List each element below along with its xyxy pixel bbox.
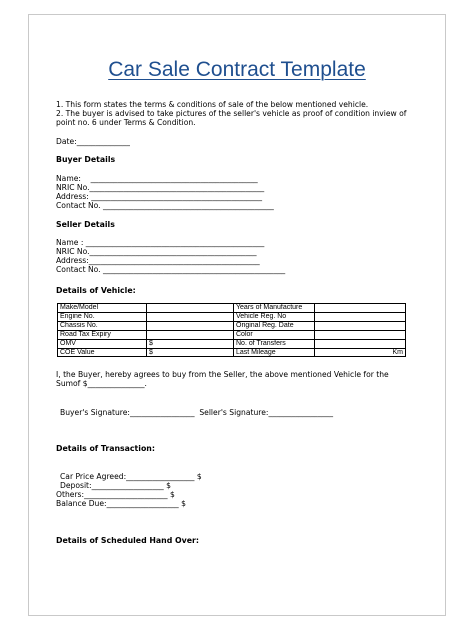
- signatures-line: Buyer's Signature:_________________ Seller's Signature:_________________: [60, 408, 334, 417]
- seller-contact-field: Contact No. ________________________________________________: [56, 265, 286, 274]
- table-cell: $: [147, 339, 234, 348]
- table-row: [58, 312, 406, 321]
- table-cell: No. of Transfers: [234, 339, 315, 348]
- buyer-contact-field: Contact No. _____________________________________________: [56, 201, 274, 210]
- table-cell: Km: [315, 348, 406, 357]
- table-cell: [147, 304, 234, 313]
- others-field: Others:______________________ $: [56, 490, 175, 499]
- table-cell: Color: [234, 330, 315, 339]
- table-cell: $: [147, 348, 234, 357]
- table-cell: [315, 330, 406, 339]
- table-cell: [147, 312, 234, 321]
- deposit-field: Deposit:___________________ $: [60, 481, 171, 490]
- agreement-line-1: I, the Buyer, hereby agrees to buy from the Seller, the above mentioned Vehicle for the: [56, 370, 389, 379]
- handover-heading: Details of Scheduled Hand Over:: [56, 536, 199, 545]
- intro-line-3: point no. 6 under Terms & Condition.: [56, 118, 196, 127]
- page-title: Car Sale Contract Template: [108, 58, 366, 81]
- table-cell: [315, 321, 406, 330]
- seller-name-field: Name : _______________________________________________: [56, 238, 265, 247]
- intro-line-1: 1. This form states the terms & conditions of sale of the below mentioned vehicle.: [56, 100, 369, 109]
- transaction-heading: Details of Transaction:: [56, 444, 155, 453]
- table-row: [58, 330, 406, 339]
- table-cell: [147, 330, 234, 339]
- table-row: [58, 348, 406, 357]
- table-cell: [315, 312, 406, 321]
- vehicle-details-table: [57, 303, 406, 357]
- table-cell: Engine No.: [58, 312, 147, 321]
- buyer-details-heading: Buyer Details: [56, 155, 116, 164]
- buyer-nric-field: NRIC No.______________________________________________: [56, 183, 265, 192]
- buyer-name-field: Name: ____________________________________________: [56, 174, 258, 183]
- table-cell: COE Value: [58, 348, 147, 357]
- table-cell: Years of Manufacture: [234, 304, 315, 313]
- seller-address-field: Address:_____________________________________________: [56, 256, 260, 265]
- agreement-line-2: Sumof $_______________.: [56, 379, 147, 388]
- table-cell: Make/Model: [58, 304, 147, 313]
- vehicle-details-heading: Details of Vehicle:: [56, 286, 136, 295]
- table-cell: Vehicle Reg. No: [234, 312, 315, 321]
- intro-line-2: 2. The buyer is advised to take pictures of the seller's vehicle as proof of condition inview of: [56, 109, 407, 118]
- car-price-field: Car Price Agreed:__________________ $: [60, 472, 202, 481]
- date-field: Date:______________: [56, 137, 130, 146]
- seller-nric-field: NRIC No.____________________________________________: [56, 247, 257, 256]
- table-row: [58, 321, 406, 330]
- buyer-address-field: Address: _____________________________________________: [56, 192, 263, 201]
- seller-details-heading: Seller Details: [56, 220, 115, 229]
- table-cell: Chassis No.: [58, 321, 147, 330]
- table-cell: [147, 321, 234, 330]
- table-cell: Original Reg. Date: [234, 321, 315, 330]
- table-row: [58, 339, 406, 348]
- table-cell: [315, 339, 406, 348]
- table-row: [58, 304, 406, 313]
- table-cell: OMV: [58, 339, 147, 348]
- balance-due-field: Balance Due:___________________ $: [56, 499, 186, 508]
- table-cell: [315, 304, 406, 313]
- table-cell: Last Mileage: [234, 348, 315, 357]
- table-cell: Road Tax Expiry: [58, 330, 147, 339]
